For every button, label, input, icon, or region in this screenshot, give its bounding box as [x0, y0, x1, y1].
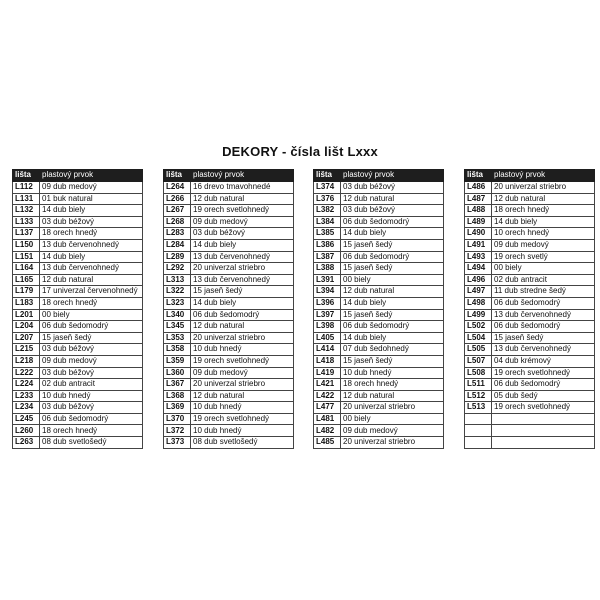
table-row	[465, 239, 595, 251]
table-row	[13, 344, 143, 356]
table-row	[314, 413, 444, 425]
lista-code-cell: L267	[164, 205, 191, 217]
table-row	[465, 437, 595, 449]
column-header-lista: lišta	[314, 170, 341, 182]
plastovy-prvok-cell: 08 dub svetlošedý	[40, 437, 143, 449]
table-row	[13, 437, 143, 449]
decor-table-2	[163, 169, 294, 449]
plastovy-prvok-cell: 15 jaseň šedý	[341, 355, 444, 367]
table-row	[465, 274, 595, 286]
lista-code-cell: L419	[314, 367, 341, 379]
lista-code-cell: L260	[13, 425, 40, 437]
lista-code-cell: L373	[164, 437, 191, 449]
table-row	[465, 286, 595, 298]
table-row	[465, 216, 595, 228]
plastovy-prvok-cell: 03 dub béžový	[191, 228, 294, 240]
table-row	[164, 402, 294, 414]
table-row	[465, 425, 595, 437]
lista-code-cell: L507	[465, 355, 492, 367]
lista-code-cell: L207	[13, 332, 40, 344]
plastovy-prvok-cell: 03 dub béžový	[341, 205, 444, 217]
table-row	[465, 402, 595, 414]
lista-code-cell: L502	[465, 321, 492, 333]
lista-code-cell: L405	[314, 332, 341, 344]
lista-code-cell: L264	[164, 182, 191, 194]
plastovy-prvok-cell: 06 dub šedomodrý	[492, 321, 595, 333]
table-row	[164, 239, 294, 251]
plastovy-prvok-cell: 19 orech svetlohnedý	[191, 205, 294, 217]
lista-code-cell: L487	[465, 193, 492, 205]
plastovy-prvok-cell: 15 jaseň šedý	[492, 332, 595, 344]
decor-table-4	[464, 169, 595, 449]
plastovy-prvok-cell: 00 biely	[341, 274, 444, 286]
column-header-lista: lišta	[13, 170, 40, 182]
table-row	[314, 367, 444, 379]
plastovy-prvok-cell: 20 univerzal striebro	[191, 332, 294, 344]
lista-code-cell: L245	[13, 413, 40, 425]
plastovy-prvok-cell: 20 univerzal striebro	[191, 379, 294, 391]
lista-code-cell: L233	[13, 390, 40, 402]
table-row	[465, 251, 595, 263]
table-row	[314, 321, 444, 333]
table-row	[164, 367, 294, 379]
lista-code-cell: L150	[13, 239, 40, 251]
table-row	[13, 239, 143, 251]
lista-code-cell: L512	[465, 390, 492, 402]
plastovy-prvok-cell: 18 orech hnedý	[40, 297, 143, 309]
plastovy-prvok-cell: 08 dub svetlošedý	[191, 437, 294, 449]
plastovy-prvok-cell: 17 univerzal červenohnedý	[40, 286, 143, 298]
table-header-row	[13, 170, 143, 182]
table-header-row	[465, 170, 595, 182]
plastovy-prvok-cell: 20 univerzal striebro	[341, 437, 444, 449]
column-header-lista: lišta	[465, 170, 492, 182]
lista-code-cell: L490	[465, 228, 492, 240]
lista-code-cell: L313	[164, 274, 191, 286]
table-row	[164, 390, 294, 402]
lista-code-cell: L489	[465, 216, 492, 228]
table-row	[164, 286, 294, 298]
lista-code-cell	[465, 413, 492, 425]
column-header-plastovy-prvok: plastový prvok	[191, 170, 294, 182]
table-row	[13, 228, 143, 240]
lista-code-cell: L387	[314, 251, 341, 263]
lista-code-cell: L497	[465, 286, 492, 298]
plastovy-prvok-cell: 09 dub medový	[191, 216, 294, 228]
table-header-row	[314, 170, 444, 182]
lista-code-cell: L218	[13, 355, 40, 367]
table-row	[13, 309, 143, 321]
table-row	[164, 263, 294, 275]
lista-code-cell: L504	[465, 332, 492, 344]
lista-code-cell: L499	[465, 309, 492, 321]
plastovy-prvok-cell: 14 dub biely	[191, 239, 294, 251]
plastovy-prvok-cell: 12 dub natural	[492, 193, 595, 205]
lista-code-cell: L394	[314, 286, 341, 298]
plastovy-prvok-cell: 12 dub natural	[40, 274, 143, 286]
page-title: DEKORY - čísla lišt Lxxx	[222, 144, 378, 159]
table-row	[13, 367, 143, 379]
lista-code-cell: L396	[314, 297, 341, 309]
plastovy-prvok-cell: 14 dub biely	[341, 297, 444, 309]
lista-code-cell: L137	[13, 228, 40, 240]
lista-code-cell: L234	[13, 402, 40, 414]
lista-code-cell: L385	[314, 228, 341, 240]
plastovy-prvok-cell: 06 dub šedomodrý	[341, 251, 444, 263]
table-row	[13, 193, 143, 205]
plastovy-prvok-cell: 18 orech hnedý	[492, 205, 595, 217]
column-header-plastovy-prvok: plastový prvok	[492, 170, 595, 182]
plastovy-prvok-cell: 15 jaseň šedý	[341, 263, 444, 275]
lista-code-cell: L376	[314, 193, 341, 205]
plastovy-prvok-cell	[492, 413, 595, 425]
table-row	[13, 274, 143, 286]
lista-code-cell	[465, 425, 492, 437]
table-row	[465, 379, 595, 391]
table-row	[13, 182, 143, 194]
plastovy-prvok-cell: 20 univerzal striebro	[492, 182, 595, 194]
table-row	[314, 402, 444, 414]
plastovy-prvok-cell: 10 dub hnedý	[191, 344, 294, 356]
table-row	[13, 205, 143, 217]
plastovy-prvok-cell: 06 dub šedomodrý	[40, 321, 143, 333]
plastovy-prvok-cell: 11 dub stredne šedý	[492, 286, 595, 298]
table-row	[314, 182, 444, 194]
table-row	[314, 390, 444, 402]
table-row	[164, 321, 294, 333]
plastovy-prvok-cell: 19 orech svetlohnedý	[492, 402, 595, 414]
table-row	[13, 425, 143, 437]
table-row	[13, 413, 143, 425]
table-row	[465, 413, 595, 425]
plastovy-prvok-cell: 14 dub biely	[341, 332, 444, 344]
plastovy-prvok-cell: 12 dub natural	[341, 286, 444, 298]
table-row	[465, 309, 595, 321]
column-header-plastovy-prvok: plastový prvok	[341, 170, 444, 182]
plastovy-prvok-cell: 03 dub béžový	[40, 402, 143, 414]
lista-code-cell: L359	[164, 355, 191, 367]
table-row	[314, 205, 444, 217]
plastovy-prvok-cell: 12 dub natural	[191, 390, 294, 402]
plastovy-prvok-cell: 20 univerzal striebro	[191, 263, 294, 275]
table-row	[164, 216, 294, 228]
lista-code-cell: L112	[13, 182, 40, 194]
plastovy-prvok-cell: 12 dub natural	[341, 193, 444, 205]
lista-code-cell: L358	[164, 344, 191, 356]
plastovy-prvok-cell: 13 dub červenohnedý	[492, 309, 595, 321]
plastovy-prvok-cell: 06 dub šedomodrý	[341, 321, 444, 333]
plastovy-prvok-cell: 04 dub krémový	[492, 355, 595, 367]
plastovy-prvok-cell: 18 orech hnedý	[40, 425, 143, 437]
plastovy-prvok-cell: 13 dub červenohnedý	[191, 274, 294, 286]
plastovy-prvok-cell: 13 dub červenohnedý	[492, 344, 595, 356]
table-row	[314, 344, 444, 356]
lista-code-cell	[465, 437, 492, 449]
table-row	[465, 263, 595, 275]
plastovy-prvok-cell: 15 jaseň šedý	[191, 286, 294, 298]
lista-code-cell: L498	[465, 297, 492, 309]
plastovy-prvok-cell: 19 orech svetlohnedý	[191, 355, 294, 367]
lista-code-cell: L372	[164, 425, 191, 437]
table-row	[13, 379, 143, 391]
plastovy-prvok-cell: 10 dub hnedý	[191, 402, 294, 414]
plastovy-prvok-cell: 19 orech svetlý	[492, 251, 595, 263]
table-row	[314, 216, 444, 228]
table-row	[465, 332, 595, 344]
table-row	[164, 228, 294, 240]
lista-code-cell: L368	[164, 390, 191, 402]
table-row	[465, 297, 595, 309]
lista-code-cell: L179	[13, 286, 40, 298]
lista-code-cell: L414	[314, 344, 341, 356]
lista-code-cell: L266	[164, 193, 191, 205]
column-header-lista: lišta	[164, 170, 191, 182]
lista-code-cell: L360	[164, 367, 191, 379]
lista-code-cell: L183	[13, 297, 40, 309]
plastovy-prvok-cell: 06 dub šedomodrý	[492, 297, 595, 309]
table-row	[465, 344, 595, 356]
lista-code-cell: L323	[164, 297, 191, 309]
plastovy-prvok-cell: 00 biely	[341, 413, 444, 425]
plastovy-prvok-cell: 07 dub šedohnedý	[341, 344, 444, 356]
table-row	[465, 182, 595, 194]
table-row	[13, 355, 143, 367]
lista-code-cell: L283	[164, 228, 191, 240]
table-row	[314, 263, 444, 275]
lista-code-cell: L204	[13, 321, 40, 333]
table-row	[164, 251, 294, 263]
lista-code-cell: L224	[13, 379, 40, 391]
plastovy-prvok-cell: 13 dub červenohnedý	[191, 251, 294, 263]
table-row	[13, 263, 143, 275]
lista-code-cell: L391	[314, 274, 341, 286]
plastovy-prvok-cell: 02 dub antracit	[492, 274, 595, 286]
table-row	[164, 379, 294, 391]
table-row	[465, 321, 595, 333]
decor-table-1	[12, 169, 143, 449]
plastovy-prvok-cell	[492, 425, 595, 437]
column-header-plastovy-prvok: plastový prvok	[40, 170, 143, 182]
lista-code-cell: L421	[314, 379, 341, 391]
table-row	[314, 355, 444, 367]
table-row	[314, 297, 444, 309]
plastovy-prvok-cell: 03 dub béžový	[341, 182, 444, 194]
lista-code-cell: L418	[314, 355, 341, 367]
plastovy-prvok-cell: 12 dub natural	[191, 193, 294, 205]
plastovy-prvok-cell: 14 dub biely	[191, 297, 294, 309]
table-row	[164, 309, 294, 321]
table-row	[314, 193, 444, 205]
lista-code-cell: L496	[465, 274, 492, 286]
table-row	[13, 321, 143, 333]
lista-code-cell: L132	[13, 205, 40, 217]
lista-code-cell: L340	[164, 309, 191, 321]
lista-code-cell: L165	[13, 274, 40, 286]
lista-code-cell: L491	[465, 239, 492, 251]
lista-code-cell: L268	[164, 216, 191, 228]
lista-code-cell: L374	[314, 182, 341, 194]
plastovy-prvok-cell: 05 dub šedý	[492, 390, 595, 402]
lista-code-cell: L164	[13, 263, 40, 275]
lista-code-cell: L513	[465, 402, 492, 414]
table-row	[13, 332, 143, 344]
plastovy-prvok-cell: 15 jaseň šedý	[341, 309, 444, 321]
table-row	[164, 274, 294, 286]
plastovy-prvok-cell: 15 jaseň šedý	[40, 332, 143, 344]
table-row	[465, 205, 595, 217]
plastovy-prvok-cell: 02 dub antracit	[40, 379, 143, 391]
table-row	[314, 239, 444, 251]
plastovy-prvok-cell: 00 biely	[492, 263, 595, 275]
plastovy-prvok-cell: 19 orech svetlohnedý	[191, 413, 294, 425]
plastovy-prvok-cell: 10 dub hnedý	[40, 390, 143, 402]
table-row	[13, 402, 143, 414]
table-row	[164, 332, 294, 344]
lista-code-cell: L493	[465, 251, 492, 263]
lista-code-cell: L382	[314, 205, 341, 217]
plastovy-prvok-cell: 13 dub červenohnedý	[40, 263, 143, 275]
lista-code-cell: L481	[314, 413, 341, 425]
table-row	[13, 216, 143, 228]
table-row	[314, 286, 444, 298]
table-row	[164, 425, 294, 437]
plastovy-prvok-cell: 06 dub šedomodrý	[341, 216, 444, 228]
lista-code-cell: L386	[314, 239, 341, 251]
table-row	[164, 205, 294, 217]
plastovy-prvok-cell: 09 dub medový	[40, 355, 143, 367]
lista-code-cell: L488	[465, 205, 492, 217]
table-row	[465, 193, 595, 205]
plastovy-prvok-cell: 00 biely	[40, 309, 143, 321]
lista-code-cell: L322	[164, 286, 191, 298]
decor-table-3	[313, 169, 444, 449]
plastovy-prvok-cell: 12 dub natural	[191, 321, 294, 333]
plastovy-prvok-cell: 14 dub biely	[341, 228, 444, 240]
lista-code-cell: L388	[314, 263, 341, 275]
table-row	[314, 379, 444, 391]
lista-code-cell: L284	[164, 239, 191, 251]
table-row	[164, 437, 294, 449]
plastovy-prvok-cell: 18 orech hnedý	[40, 228, 143, 240]
plastovy-prvok-cell: 09 dub medový	[40, 182, 143, 194]
plastovy-prvok-cell: 09 dub medový	[191, 367, 294, 379]
lista-code-cell: L292	[164, 263, 191, 275]
lista-code-cell: L353	[164, 332, 191, 344]
lista-code-cell: L215	[13, 344, 40, 356]
table-row	[465, 367, 595, 379]
lista-code-cell: L505	[465, 344, 492, 356]
lista-code-cell: L370	[164, 413, 191, 425]
plastovy-prvok-cell: 06 dub šedomodrý	[492, 379, 595, 391]
lista-code-cell: L486	[465, 182, 492, 194]
plastovy-prvok-cell: 13 dub červenohnedý	[40, 239, 143, 251]
plastovy-prvok-cell: 15 jaseň šedý	[341, 239, 444, 251]
plastovy-prvok-cell: 06 dub šedomodrý	[191, 309, 294, 321]
lista-code-cell: L201	[13, 309, 40, 321]
plastovy-prvok-cell: 03 dub béžový	[40, 367, 143, 379]
lista-code-cell: L369	[164, 402, 191, 414]
table-row	[13, 286, 143, 298]
plastovy-prvok-cell: 14 dub biely	[40, 205, 143, 217]
table-row	[164, 193, 294, 205]
table-row	[314, 251, 444, 263]
table-row	[13, 390, 143, 402]
plastovy-prvok-cell: 20 univerzal striebro	[341, 402, 444, 414]
table-row	[465, 228, 595, 240]
plastovy-prvok-cell: 03 dub béžový	[40, 344, 143, 356]
plastovy-prvok-cell: 10 dub hnedý	[341, 367, 444, 379]
lista-code-cell: L508	[465, 367, 492, 379]
table-row	[314, 309, 444, 321]
table-row	[13, 297, 143, 309]
plastovy-prvok-cell: 16 drevo tmavohnedé	[191, 182, 294, 194]
table-row	[164, 355, 294, 367]
plastovy-prvok-cell	[492, 437, 595, 449]
lista-code-cell: L131	[13, 193, 40, 205]
lista-code-cell: L494	[465, 263, 492, 275]
table-row	[314, 425, 444, 437]
lista-code-cell: L133	[13, 216, 40, 228]
lista-code-cell: L398	[314, 321, 341, 333]
table-row	[314, 437, 444, 449]
lista-code-cell: L397	[314, 309, 341, 321]
lista-code-cell: L151	[13, 251, 40, 263]
table-row	[164, 297, 294, 309]
table-row	[465, 390, 595, 402]
plastovy-prvok-cell: 01 buk natural	[40, 193, 143, 205]
table-row	[13, 251, 143, 263]
lista-code-cell: L511	[465, 379, 492, 391]
plastovy-prvok-cell: 19 orech svetlohnedý	[492, 367, 595, 379]
plastovy-prvok-cell: 14 dub biely	[492, 216, 595, 228]
lista-code-cell: L384	[314, 216, 341, 228]
plastovy-prvok-cell: 10 dub hnedý	[191, 425, 294, 437]
lista-code-cell: L345	[164, 321, 191, 333]
table-row	[164, 344, 294, 356]
plastovy-prvok-cell: 03 dub béžový	[40, 216, 143, 228]
table-row	[465, 355, 595, 367]
lista-code-cell: L367	[164, 379, 191, 391]
plastovy-prvok-cell: 09 dub medový	[492, 239, 595, 251]
plastovy-prvok-cell: 09 dub medový	[341, 425, 444, 437]
lista-code-cell: L422	[314, 390, 341, 402]
lista-code-cell: L289	[164, 251, 191, 263]
lista-code-cell: L477	[314, 402, 341, 414]
lista-code-cell: L222	[13, 367, 40, 379]
table-row	[314, 332, 444, 344]
table-row	[314, 274, 444, 286]
lista-code-cell: L482	[314, 425, 341, 437]
plastovy-prvok-cell: 12 dub natural	[341, 390, 444, 402]
table-header-row	[164, 170, 294, 182]
plastovy-prvok-cell: 14 dub biely	[40, 251, 143, 263]
table-row	[164, 182, 294, 194]
plastovy-prvok-cell: 18 orech hnedý	[341, 379, 444, 391]
lista-code-cell: L485	[314, 437, 341, 449]
table-row	[164, 413, 294, 425]
table-row	[314, 228, 444, 240]
plastovy-prvok-cell: 06 dub šedomodrý	[40, 413, 143, 425]
lista-code-cell: L263	[13, 437, 40, 449]
plastovy-prvok-cell: 10 orech hnedý	[492, 228, 595, 240]
